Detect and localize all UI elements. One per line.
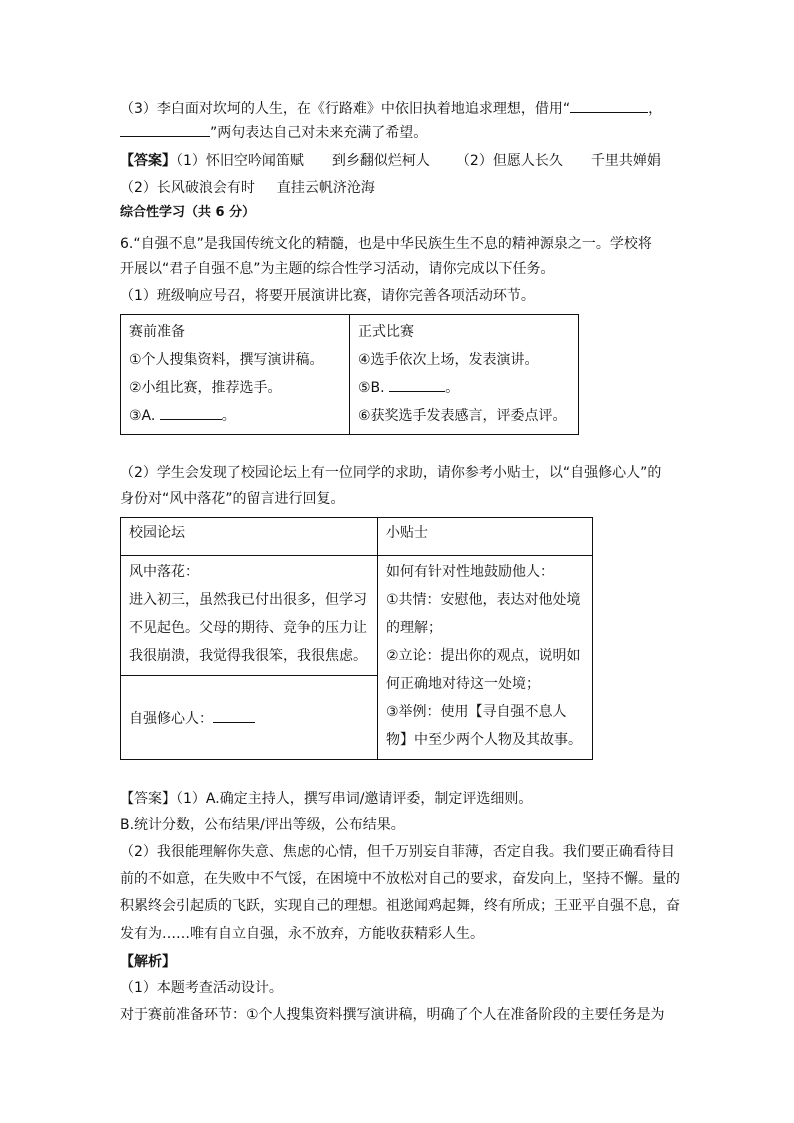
tips-line-7: 物】中至少两个人物及其故事。	[386, 732, 582, 748]
answer-5-line-1: 【答案】（1）怀旧空吟闻笛赋 到乡翻似烂柯人 （2）但愿人长久 千里共婵娟	[120, 153, 661, 169]
section-title: 综合性学习（共 6 分）	[120, 205, 256, 220]
pre-match-item-2: ②小组比赛，推荐选手。	[129, 380, 282, 396]
tips-header: 小贴士	[378, 518, 593, 556]
q6-sub2-line-1: （2）学生会发现了校园论坛上有一位同学的求助，请你参考小贴士，以“自强修心人”的	[120, 465, 662, 481]
answer-6-line-3: （2）我很能理解你失意、焦虑的心情，但千万别妄自菲薄，否定自我。我们要正确看待目	[120, 844, 675, 860]
post-line-2: 不见起色。父母的期待、竞争的压力让	[129, 620, 367, 636]
q3-line-2: ”两句表达自己对未来充满了希望。	[120, 122, 427, 143]
formal-match-item-6: ⑥获奖选手发表感言，评委点评。	[358, 408, 567, 424]
q6-sub2-line-2: 身份对“风中落花”的留言进行回复。	[120, 491, 345, 507]
forum-header: 校园论坛	[121, 518, 378, 556]
answer-6-line-2: B.统计分数，公布结果/评出等级，公布结果。	[120, 817, 405, 833]
answer-6-line-1: 【答案】（1）A.确定主持人，撰写串词/邀请评委，制定评选细则。	[120, 791, 533, 807]
post-line-1: 进入初三，虽然我已付出很多，但学习	[129, 592, 367, 608]
blank-a[interactable]	[160, 405, 222, 420]
blank-b[interactable]	[389, 377, 445, 392]
analysis-line-1: （1）本题考查活动设计。	[120, 980, 283, 996]
answer-6-line-6: 发有为……唯有自立自强，永不放弃，方能收获精彩人生。	[120, 926, 484, 942]
post-author: 风中落花：	[129, 564, 199, 580]
formal-match-item-5: ⑤B. 。	[358, 374, 570, 402]
q6-intro-line-1: 6.“自强不息”是我国传统文化的精髓，也是中华民族生生不息的精神源泉之一。学校将	[120, 236, 652, 252]
q6-intro-line-2: 开展以“君子自强不息”为主题的综合性学习活动，请你完成以下任务。	[120, 261, 555, 277]
tips-line-1: 如何有针对性地鼓励他人：	[386, 564, 554, 580]
q3-blank-2[interactable]	[120, 122, 210, 137]
q6-sub1: （1）班级响应号召，将要开展演讲比赛，请你完善各项活动环节。	[120, 288, 535, 304]
q3-blank-1[interactable]	[570, 98, 648, 113]
reply-blank[interactable]	[213, 708, 255, 723]
answer-6-line-4: 前的不如意，在失败中不气馁，在困境中不放松对自己的要求，奋发向上，坚持不懈。量的	[120, 871, 680, 887]
analysis-line-2: 对于赛前准备环节：①个人搜集资料撰写演讲稿，明确了个人在准备阶段的主要任务是为	[120, 1007, 665, 1023]
tips-line-5: 何正确地对待这一处境；	[386, 676, 540, 692]
answer-5-line-2: （2）长风破浪会有时 直挂云帆济沧海	[120, 180, 375, 196]
pre-match-cell	[121, 315, 350, 435]
tips-cell	[378, 556, 593, 760]
tips-line-4: ②立论：提出你的观点，说明如	[386, 648, 581, 664]
tips-line-3: 的理解；	[386, 620, 442, 636]
pre-match-header: 赛前准备	[129, 324, 185, 340]
pre-match-item-3: ③A. 。	[129, 402, 341, 430]
tips-line-6: ③举例：使用【寻自强不息人	[386, 704, 567, 720]
analysis-title: 【解析】	[120, 954, 176, 970]
formal-match-cell	[350, 315, 579, 435]
tips-line-2: ①共情：安慰他，表达对他处境	[386, 592, 581, 608]
q3-line-1: （3）李白面对坎坷的人生，在《行路难》中依旧执着地追求理想，借用“ ，	[120, 98, 662, 119]
formal-match-item-4: ④选手依次上场，发表演讲。	[358, 352, 539, 368]
forum-table	[120, 517, 593, 760]
answer-6-line-5: 积累终会引起质的飞跃，实现自己的理想。祖逖闻鸡起舞，终有所成；王亚平自强不息，奋	[120, 898, 680, 914]
formal-match-header: 正式比赛	[358, 324, 414, 340]
reply-cell: 自强修心人：	[121, 676, 378, 760]
activity-table	[120, 314, 579, 435]
forum-post	[121, 556, 378, 676]
post-line-3: 我很崩溃，我觉得我很笨，我很焦虑。	[129, 648, 367, 664]
pre-match-item-1: ①个人搜集资料，撰写演讲稿。	[129, 352, 324, 368]
